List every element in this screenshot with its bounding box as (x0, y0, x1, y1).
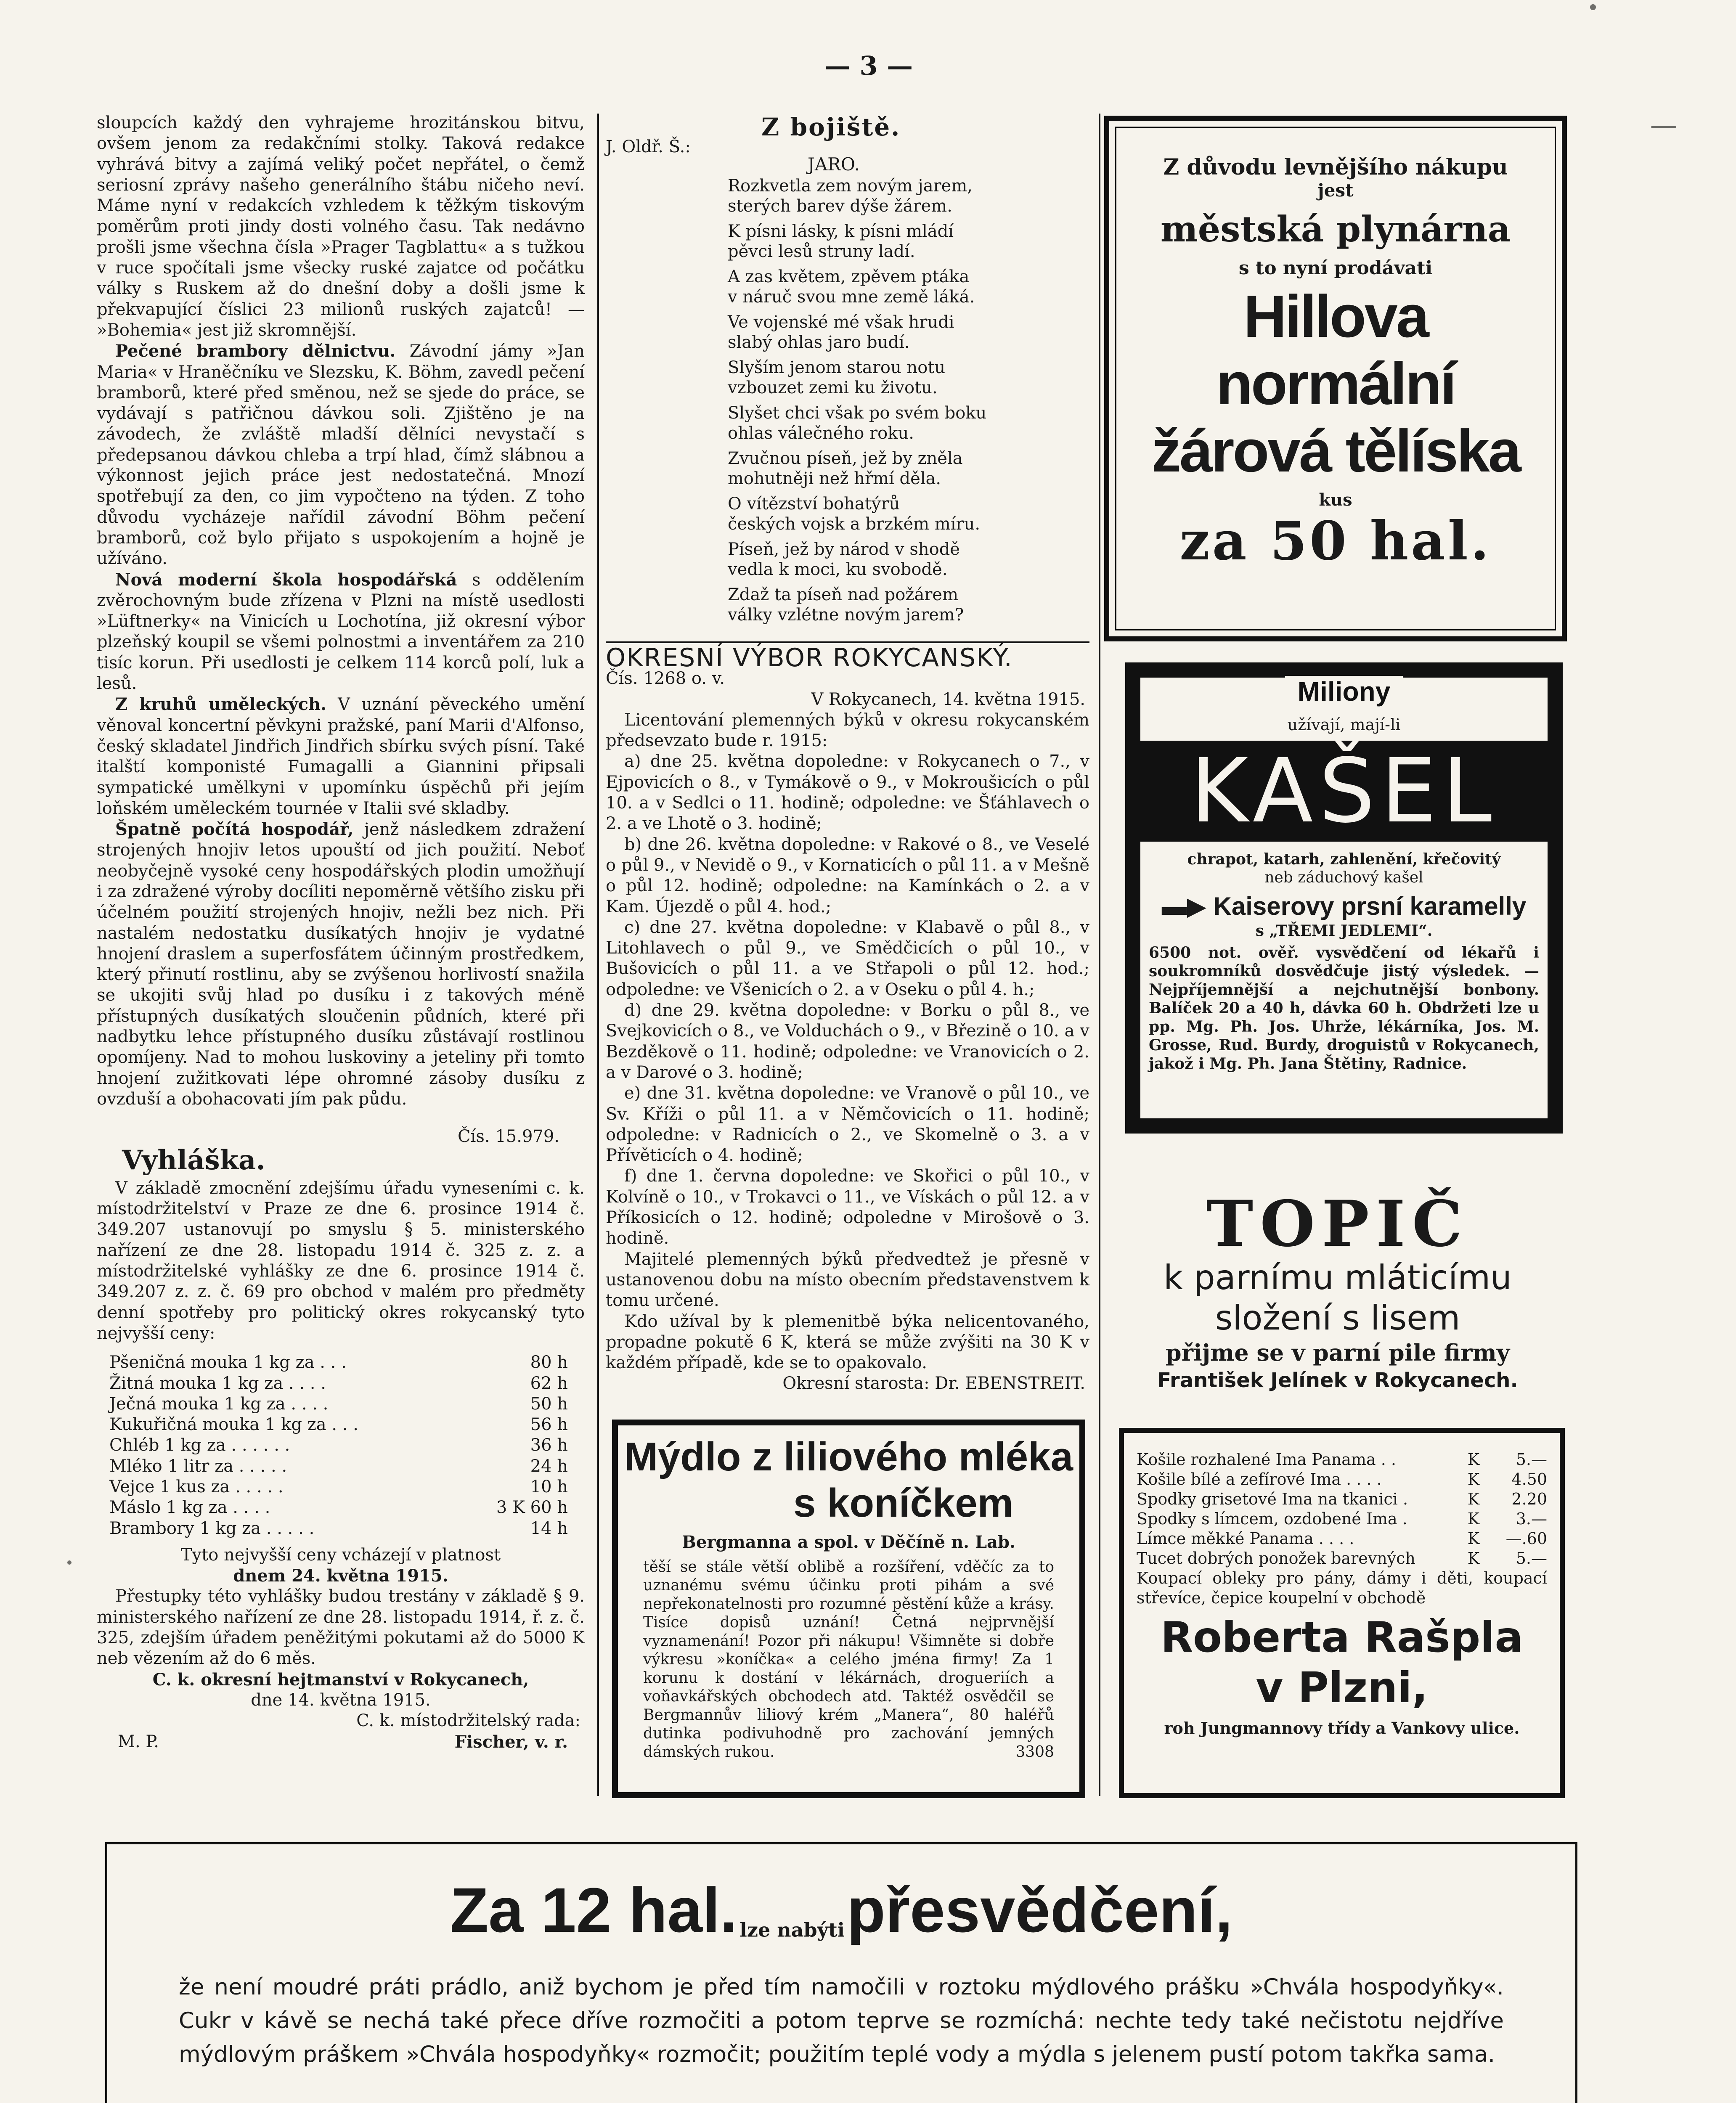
poem-stanza: Ve vojenské mé však hrudi slabý ohlas jaro budí. (728, 313, 954, 352)
okres-item: a) dne 25. května dopoledne: v Rokycanech o 7., v Ejpovicích o 8., v Tymákově o 9., v Mokroušicích o půl 10. a v Sedlci o 11. hodině; odpoledne: ve Šťáhlavech o 2. a ve Lhotě o 3. hodině; (606, 752, 1089, 834)
kasel-product-sub: s „TŘEMI JEDLEMI“. (1255, 922, 1433, 940)
topic-line3: přijme se v parní pile firmy (1165, 1339, 1510, 1366)
soap-title-1: Mýdlo z liliového mléka (624, 1434, 1073, 1479)
news-text: jenž následkem zdražení strojených hnojiv letos upouští od jich použití. Neboť neobyčejně vysoké ceny hospodářských plodin umožňují i za zdražené výroby docíliti nepoměrně většího zisku při účelném použití strojených hnojiv, nežli bez nich. Při nastalém nedostatku dusíkatých hnojiv je vydatné hnojení draslem a superfosfátem účinným prostředkem, který přinutí rostlinu, aby se zvýšenou horlivostí snažila se ukojiti svůj hlad po dusíku i z takových méně přístupných dusíkatých sloučenin půdních, které při nadbytku lehce přístupného dusíku zůstávají rostlinou opomíjeny. Nad to mohou luskoviny a jeteliny při tomto hnojení zužitkovati lépe ohromné zásoby dusíku z ovzduší a obohacovati jím pak půdu. (97, 820, 585, 1109)
front-header (606, 113, 1089, 175)
gas-line7: kus (1319, 490, 1352, 510)
topic-line4: František Jelínek v Rokycanech. (1157, 1369, 1518, 1392)
poem-stanza: Zdaž ta píseň nad požárem války vzlétne novým jarem? (728, 585, 964, 625)
poem-stanza: Slyšet chci však po svém boku ohlas válečného roku. (728, 403, 987, 443)
bottom-headline (107, 1874, 1575, 1947)
raspl-name: Roberta Rašpla (1161, 1613, 1523, 1662)
okres-number: Čís. 1268 o. v. (606, 669, 725, 689)
bottom-ad (105, 1842, 1577, 2103)
gas-line4: s to nyní prodávati (1238, 257, 1433, 279)
topic-line2: složení s lisem (1215, 1298, 1460, 1338)
middle-column (606, 113, 1089, 630)
poem-stanza: Píseň, jež by národ v shodě vedla k moci, ku svobodě. (728, 540, 960, 579)
topic-line1: k parnímu mláticímu (1164, 1258, 1512, 1297)
soap-code: 3308 (1015, 1743, 1054, 1761)
bottom-headline-a: Za 12 hal. (450, 1875, 738, 1945)
page-number: — 3 — (824, 50, 913, 81)
poem-stanza: Slyším jenom starou notu vzbouzet zemi ku životu. (728, 358, 946, 397)
column-rule-right (1099, 114, 1100, 1796)
bottom-headline-b: lze nabýti (739, 1918, 845, 1941)
okres-closing: Majitelé plemenných býků předvedtež je přesně v ustanovenou dobu na místo obecním představenstvem k tomu určené. (606, 1249, 1089, 1311)
price-row: Pšeničná mouka 1 kg za . . . 80 h (109, 1353, 568, 1372)
raspl-row: Košile rozhalené Ima Panama . . K 5.— (1137, 1450, 1547, 1469)
news-item (97, 569, 585, 694)
price-row: Brambory 1 kg za . . . . . 14 h (109, 1518, 568, 1538)
gas-line6: žárová tělíska (1151, 418, 1520, 485)
decree-signature: Fischer, v. r. (454, 1732, 568, 1752)
topic-ad (1106, 1187, 1569, 1394)
gas-ad (1104, 116, 1567, 641)
news-text: s oddělením zvěrochovným bude zřízena v Plzni na místě usedlosti »Lüftnerky« na Vinicích u Lochotína, již okresní výbor plzeňský koupil se všemi polnostmi a inventářem za 210 tisíc korun. Při usedlosti je celkem 114 korců polí, luk a lesů. (97, 570, 585, 694)
left-column (97, 113, 585, 1752)
decree-signature-row (97, 1732, 585, 1752)
decree-date: dne 14. května 1915. (251, 1690, 431, 1710)
okres-intro: Licentování plemenných býků v okresu rokycanském předsevzato bude r. 1915: (606, 710, 1089, 751)
raspl-city: v Plzni, (1256, 1663, 1428, 1712)
gas-ad-content (1126, 154, 1545, 572)
news-text: V uznání pěveckého umění věnoval koncertní pěvkyni pražské, paní Marii d'Alfonso, český skladatel Jindřich Jindřich sbírku svých písní. Také italští komponisté Fumagalli a Giannini připsali sympatické umělkyni v upomínku úspěchů při jejím loňském uměleckém tournée v Italii své skladby. (97, 695, 585, 818)
poem-author: J. Oldř. Š.: (606, 137, 691, 156)
poem (711, 176, 1089, 625)
price-list (97, 1352, 585, 1539)
news-title: Nová moderní škola hospodářská (115, 569, 457, 590)
poem-title: JARO. (808, 154, 860, 175)
raspl-content (1137, 1450, 1547, 1738)
okres-item: c) dne 27. května dopoledne: v Klabavě o půl 8., v Litohlavech o půl 9., ve Smědčicích o půl 10., v Bušovicích o půl 11. a ve Střapoli o půl 12. hod.; odpoledne: ve Všenicích o 2. a v Oseku o půl 4. h.; (606, 917, 1089, 999)
raspl-row: Spodky grisetové Ima na tkanici . K 2.20 (1137, 1490, 1547, 1508)
left-intro-paragraph: sloupcích každý den vyhrajeme hrozitánskou bitvu, ovšem jenom za redakčními stolky. Taková redakce vyhrává bitvy a zajímá veliký počet nepřátel, o čemž seriosní zprávy našeho generálního štábu ničeho neví. Máme nyní v redakcích vzhledem k těžkým tiskovým poměrům proti jindy dosti volného času. Tak nedávno prošli jsme všechna čísla »Prager Tagblattu« a s tužkou v ruce spočítali jsme všecky ruské zajatce od počátku války s Ruskem až do dnešní doby a došli jsme k překvapující číslici 23 milionů ruských zajatců! — »Bohemia« jest již skromnější. (97, 113, 585, 340)
topic-title: TOPIČ (1206, 1187, 1469, 1261)
news-title: Pečené brambory dělnictvu. (115, 341, 396, 361)
bottom-body: že není moudré práti prádlo, aniž bychom je před tím namočili v roztoku mýdlového prášku »Chvála hospodyňky«. Cukr v kávě se nechá také přece dříve rozmočiti a potom teprve se rozmíchá: nechte tedy také nečistotu nejdříve mýdlovým práškem »Chvála hospodyňky« rozmočit; použitím teplé vody a mýdla s jelenem pustí potom takřka sama. (179, 1974, 1504, 2067)
okres-heading: OKRESNÍ VÝBOR ROKYCANSKÝ. (606, 643, 1013, 673)
poem-stanza: O vítězství bohatýrů českých vojsk a brzkém míru. (728, 494, 981, 534)
raspl-text: Koupací obleky pro pány, dámy i děti, koupací střevíce, čepice koupelní v obchodě (1137, 1569, 1547, 1607)
decree-validity: Tyto nejvyšší ceny vcházejí v platnost (180, 1545, 501, 1565)
decree-number: Čís. 15.979. (457, 1127, 559, 1147)
raspl-address: roh Jungmannovy třídy a Vankovy ulice. (1164, 1719, 1520, 1737)
soap-text: těší se stále větší oblibě a rozšíření, vděčíc za to uznanému svému účinku proti pihám a své nepřekonatelnosti pro rozumné pěstění kůže a krásy. Tisíce dopisů uznání! Četná nejprvnější vyznamenání! Pozor při nákupu! Všimněte si dobře výkresu »koníčka« a celého jména firmy! Za 1 korunu k dostání v lékárnách, drogueriích a voňavkářských obchodech atd. Taktéž osvědčil se Bergmannův liliový krém „Manera“, 80 haléřů dutinka podivuhodně pro zachování jemných dámských rukou. 3308 (643, 1558, 1054, 1761)
scan-speck (67, 1560, 72, 1565)
news-item (97, 341, 585, 569)
pipe-icon: ▬▶ (1161, 892, 1214, 920)
okres-item: b) dne 26. května dopoledne: v Rakové o 8., ve Veselé o půl 9., v Nevidě o 9., v Kornaticích o půl 11. a v Mešně o půl 12. hodině; odpoledne: na Kamínkách o 2. a v Kam. Újezdě o půl 4. hod.; (606, 834, 1089, 916)
raspl-row: Tucet dobrých ponožek barevných K 5.— (1137, 1549, 1547, 1568)
okres-notice (606, 643, 1089, 1394)
poem-stanza: A zas květem, zpěvem ptáka v náruč svou mne země láká. (728, 267, 975, 307)
soap-title-2: s koníčkem (793, 1481, 1013, 1526)
bottom-headline-c: přesvědčení, (847, 1875, 1233, 1945)
price-row: Kukuřičná mouka 1 kg za . . . 56 h (109, 1415, 568, 1435)
decree-title: Vyhláška. (122, 1144, 265, 1176)
okres-closing: Kdo užíval by k plemenitbě býka nelicentovaného, propadne pokutě 6 K, která se může zvýšiti na 30 K v každém případě, kde se to opakovalo. (606, 1311, 1089, 1373)
news-item (97, 819, 585, 1110)
gas-line5: Hillova normální (1216, 283, 1455, 417)
decree-rada: C. k. místodržitelský rada: (356, 1711, 580, 1731)
gas-line8: za 50 hal. (1179, 510, 1492, 572)
raspl-row: Spodky s límcem, ozdobené Ima . K 3.— (1137, 1510, 1547, 1528)
kasel-sub: užívají, mají-li (1287, 715, 1401, 734)
kasel-brand: KAŠEL (1190, 739, 1498, 842)
okres-place-date: V Rokycanech, 14. května 1915. (811, 689, 1085, 709)
gas-line2: jest (1317, 180, 1354, 201)
okres-signature: Okresní starosta: Dr. EBENSTREIT. (782, 1374, 1085, 1393)
okres-item: e) dne 31. května dopoledne: ve Vranově o půl 10., ve Sv. Kříži o půl 11. a v Němčovicích o 11. hodině; odpoledne: v Radnicích o 2., ve Skomelně o 3. a v Přívěticích o 4. hodině; (606, 1083, 1089, 1165)
decree-intro: V základě zmocnění zdejšímu úřadu vyneseními c. k. místodržitelství v Praze ze dne 6. prosince 1914 č. 349.207 ustanovují po smyslu § 5. ministerského nařízení ze dne 28. listopadu 1914 č. 325 z. z. a místodržitelské vyhlášky ze dne 6. prosince 1914 č. 349.207 z. z. č. 69 pro obchod v malém pro předměty denní spotřeby pro politický okres rokycanský tyto nejvyšší ceny: (97, 1178, 585, 1343)
decree-validity-date: dnem 24. května 1915. (233, 1566, 448, 1586)
price-row: Vejce 1 kus za . . . . . 10 h (109, 1477, 568, 1496)
kasel-line1: chrapot, katarh, zahlenění, křečovitý (1187, 850, 1501, 868)
section-title: Z bojiště. (761, 113, 901, 141)
kasel-product: ▬▶ Kaiserovy prsní karamelly (1161, 892, 1527, 920)
poem-stanza: Zvučnou píseň, jež by zněla mohutněji než hřmí děla. (728, 449, 963, 488)
kasel-text: 6500 not. ověř. vysvědčení od lékařů i soukromníků dosvědčuje jistý výsledek. — Nejpříjemnější a nejchutnější bonbony. Balíček 20 a 40 h, dávka 60 h. Obdržeti lze u pp. Mg. Ph. Jos. Uhrže, lékárníka, Jos. M. Grosse, Rud. Burdy, droguistů v Rokycanech, jakož i Mg. Ph. Jana Štětiny, Radnice. (1149, 944, 1539, 1073)
scan-speck (1651, 126, 1676, 128)
price-row: Ječná mouka 1 kg za . . . . 50 h (109, 1394, 568, 1414)
price-row: Chléb 1 kg za . . . . . . 36 h (109, 1436, 568, 1455)
kasel-ad (1125, 662, 1563, 1134)
okres-item: d) dne 29. května dopoledne: v Borku o půl 8., ve Svejkovicích o 8., ve Volduchách o 9., v Březině o 10. a v Bezděkově o 11. hodině; odpoledne: ve Vranovicích o 2. a v Darové o 3. hodině; (606, 1001, 1089, 1082)
gas-line3: městská plynárna (1160, 208, 1511, 250)
kasel-top-label: Miliony (1285, 676, 1403, 707)
soap-ad (612, 1420, 1085, 1798)
news-item (97, 694, 585, 819)
news-title: Špatně počítá hospodář, (115, 819, 354, 840)
decree-office: C. k. okresní hejtmanství v Rokycanech, (152, 1669, 529, 1690)
raspl-row: Límce měkké Panama . . . . K —.60 (1137, 1529, 1547, 1548)
poem-stanza: Rozkvetla zem novým jarem, sterých barev dýše žárem. (728, 176, 973, 216)
okres-item: f) dne 1. června dopoledne: ve Skořici o půl 10., v Kolvíně o 10., v Trokavci o 11., ve Vískách o půl 12. a v Příkosicích o 12. hodině; odpoledne v Mirošově o 3. hodině. (606, 1166, 1089, 1248)
price-row: Mléko 1 litr za . . . . . 24 h (109, 1456, 568, 1476)
scan-speck (1590, 4, 1596, 10)
decree-penalty: Přestupky této vyhlášky budou trestány v základě § 9. ministerského nařízení ze dne 28. listopadu 1914, ř. z. č. 325, zdejším úřadem peněžitými pokutami až do 5000 K neb vězením až do 6 měs. (97, 1587, 585, 1669)
kasel-body (1149, 850, 1539, 1073)
price-row: Žitná mouka 1 kg za . . . . 62 h (109, 1373, 568, 1393)
news-title: Z kruhů uměleckých. (115, 694, 327, 715)
poem-stanza: K písni lásky, k písni mládí pěvci lesů struny ladí. (728, 222, 954, 261)
raspl-row: Košile bílé a zefírové Ima . . . . K 4.50 (1137, 1470, 1547, 1489)
soap-company: Bergmanna a spol. v Děčíně n. Lab. (682, 1532, 1015, 1552)
raspl-ad (1119, 1428, 1565, 1798)
price-row: Máslo 1 kg za . . . . 3 K 60 h (109, 1498, 568, 1518)
kasel-brand-band (1125, 741, 1563, 842)
kasel-top (1139, 676, 1549, 712)
decree-mp: M. P. (118, 1732, 159, 1751)
column-rule-left (597, 114, 599, 1796)
news-text: Závodní jámy »Jan Maria« v Hraněčníku ve Slezsku, K. Böhm, zavedl pečení bramborů, které před směnou, než se sjede do práce, se vydávají s patřičnou dávkou soli. Zjištěno je na závodech, že zvláště mladší dělníci nevystačí s předepsanou dávkou chleba a trpí hlad, čímž slábnou a výkonnost jejich práce jest nedostatečná. Mnozí spotřebují za den, co jim vypočteno na týden. Z toho důvodu vycházeje nařídil závodní Böhm pečení bramborů, což bylo přijato s uspokojením a hojně je užíváno. (97, 342, 585, 569)
gas-line1: Z důvodu levnějšího nákupu (1163, 154, 1508, 180)
kasel-line2: neb záduchový kašel (1264, 869, 1423, 886)
